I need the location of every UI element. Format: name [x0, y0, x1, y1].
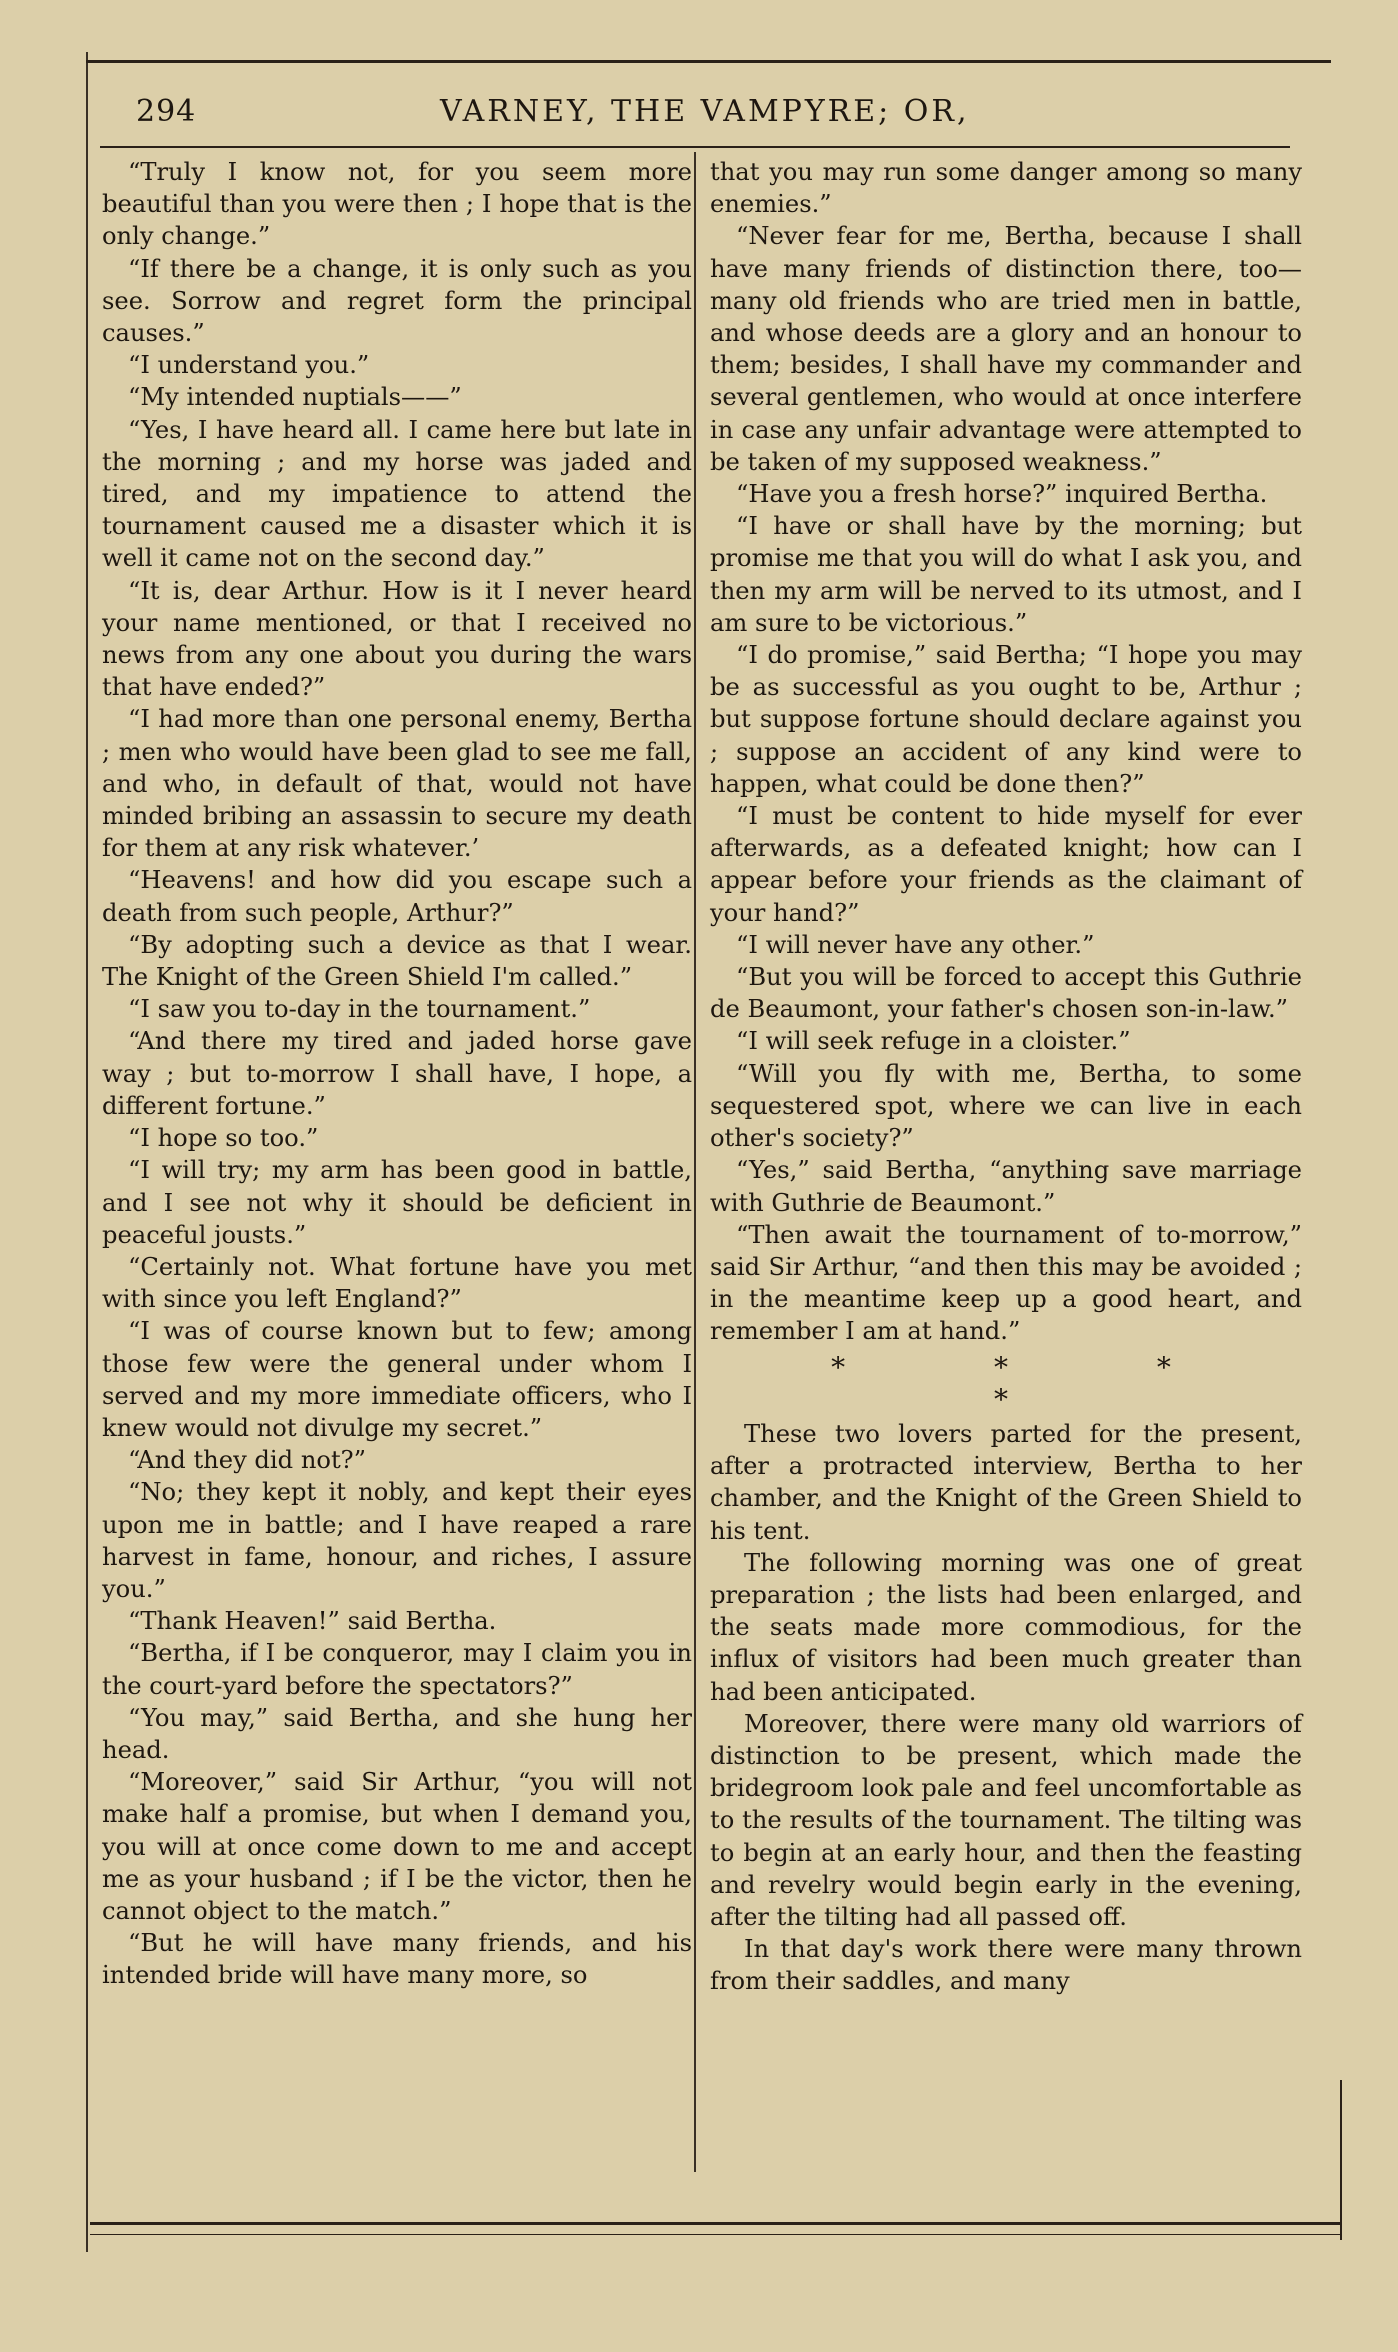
paragraph: “I must be content to hide myself for ever afterwards, as a defeated knight; how can I appear before your friends as the claimant of your hand?” [710, 802, 1302, 927]
right-edge-rule [1340, 2080, 1342, 2240]
paragraph: “Thank Heaven!” said Bertha. [128, 1607, 497, 1636]
paragraph: “Heavens! and how did you escape such a death from such people, Arthur?” [102, 866, 692, 927]
paragraph: “Then await the tournament of to-morrow,” said Sir Arthur, “and then this may be avoided ; in the meantime keep up a good heart, and remember I am at hand.” [710, 1220, 1302, 1346]
page-header [100, 90, 1290, 136]
paragraph: “Never fear for me, Bertha, because I shall have many friends of distinction there, too—many old friends who are tried men in battle, and whose deeds are a glory and an honour to them; besides, I shall have my commander and several gentlemen, who would at once interfere in case any unfair advantage were attempted to be taken of my supposed weakness.” [710, 222, 1302, 476]
paragraph: “I hope so too.” [128, 1124, 319, 1153]
paragraph: “Yes, I have heard all. I came here but late in the morning ; and my horse was jaded and tired, and my impatience to attend the tournament caused me a disaster which it is well it came not on the second day.” [102, 415, 692, 573]
paragraph: “My intended nuptials——” [128, 383, 462, 412]
paragraph: Moreover, there were many old warriors of distinction to be present, which made the bridegroom look pale and feel uncomfortable as to the results of the tournament. The tilting was to begin at an early hour, and then the feasting and revelry would begin early in the evening, after the tilting had all passed off. [710, 1709, 1302, 1931]
paragraph: “No; they kept it nobly, and kept their eyes upon me in battle; and I have reaped a rare harvest in fame, honour, and riches, I assure you.” [102, 1478, 692, 1603]
bottom-rule [90, 2222, 1340, 2225]
paragraph: The following morning was one of great preparation ; the lists had been enlarged, and the seats made more commodious, for the influx of visitors had been much greater than had been anticipated. [710, 1548, 1302, 1706]
running-title: VARNEY, THE VAMPYRE; OR, [440, 94, 970, 129]
paragraph: “Truly I know not, for you seem more beautiful than you were then ; I hope that is the only change.” [102, 158, 692, 251]
paragraph: “But he will have many friends, and his intended bride will have many more, so [102, 1929, 692, 1990]
left-column [102, 156, 692, 1992]
paragraph: “I was of course known but to few; among those few were the general under whom I served and my more immediate officers, who I knew would not divulge my secret.” [102, 1317, 692, 1442]
paragraph: “I have or shall have by the morning; but promise me that you will do what I ask you, and then my arm will be nerved to its utmost, and I am sure to be victorious.” [710, 512, 1302, 637]
paragraph: “Have you a fresh horse?” inquired Bertha. [736, 480, 1268, 509]
paragraph: “If there be a change, it is only such as you see. Sorrow and regret form the principal causes.” [102, 254, 692, 348]
paragraph: These two lovers parted for the present, after a protracted interview, Bertha to her chamber, and the Knight of the Green Shield to his tent. [710, 1419, 1302, 1545]
paragraph: “Will you fly with me, Bertha, to some sequestered spot, where we can live in each other's society?” [710, 1059, 1302, 1153]
paragraph: “And they did not?” [128, 1446, 367, 1475]
paragraph: “I saw you to-day in the tournament.” [128, 995, 591, 1024]
paragraph: In that day's work there were many thrown from their saddles, and many [710, 1935, 1302, 1996]
paragraph: “Moreover,” said Sir Arthur, “you will not make half a promise, but when I demand you, you will at once come down to me and accept me as your husband ; if I be the victor, then he cannot object to the match.” [102, 1768, 692, 1925]
header-rule [100, 146, 1290, 148]
paragraph: “It is, dear Arthur. How is it I never heard your name mentioned, or that I received no news from any one about you during the wars that have ended?” [102, 576, 692, 702]
paragraph: “I will try; my arm has been good in battle, and I see not why it should be deficient in peaceful jousts.” [102, 1156, 692, 1249]
paragraph: that you may run some danger among so many enemies.” [710, 158, 1302, 219]
column-divider [694, 152, 696, 2172]
paragraph: “You may,” said Bertha, and she hung her head. [102, 1703, 692, 1764]
paragraph: “Yes,” said Bertha, “anything save marriage with Guthrie de Beaumont.” [710, 1156, 1302, 1217]
section-separator: * * * * [831, 1350, 1241, 1416]
paragraph: “Bertha, if I be conqueror, may I claim you in the court-yard before the spectators?” [102, 1639, 692, 1700]
bottom-rule-thin [90, 2234, 1340, 2235]
paragraph: “I do promise,” said Bertha; “I hope you may be as successful as you ought to be, Arthur ; but suppose fortune should declare against you ; suppose an accident of any kind were to happen, what could be done then?” [710, 641, 1302, 798]
paragraph: “By adopting such a device as that I wear. The Knight of the Green Shield I'm called.” [102, 930, 692, 992]
right-column [710, 156, 1302, 1998]
paragraph: “I will seek refuge in a cloister.” [736, 1027, 1131, 1056]
page-number: 294 [136, 94, 197, 129]
paragraph: “But you will be forced to accept this Guthrie de Beaumont, your father's chosen son-in-law.” [710, 963, 1302, 1024]
paragraph: “I will never have any other.” [736, 930, 1095, 959]
top-rule [86, 60, 1331, 63]
paragraph: “Certainly not. What fortune have you met with since you left England?” [102, 1252, 692, 1314]
paragraph: “And there my tired and jaded horse gave way ; but to-morrow I shall have, I hope, a different fortune.” [102, 1027, 692, 1120]
paragraph: “I understand you.” [128, 351, 370, 380]
paragraph: “I had more than one personal enemy, Bertha ; men who would have been glad to see me fall, and who, in default of that, would not have minded bribing an assassin to secure my death for them at any risk whatever.’ [102, 705, 692, 863]
